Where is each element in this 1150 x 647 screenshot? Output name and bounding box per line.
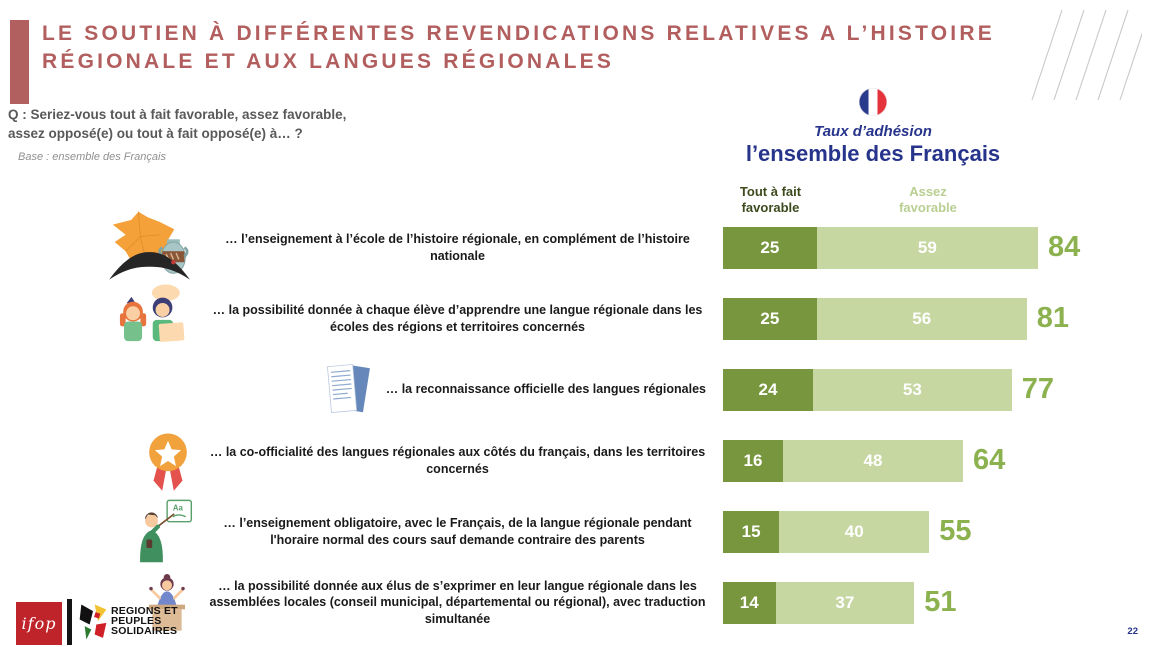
page-title xyxy=(42,20,1082,77)
bar-segment-assez: 37 xyxy=(776,582,915,624)
stacked-bar xyxy=(723,369,1054,411)
item-label: … la co-officialité des langues régionales aux côtés du français, dans les territoires concernés xyxy=(209,445,706,476)
diagonal-stripes-decoration xyxy=(1022,4,1142,104)
survey-row-co-officialite xyxy=(0,425,1150,496)
survey-question-line1: Q : Seriez-vous tout à fait favorable, assez favorable, xyxy=(8,107,347,122)
survey-question xyxy=(8,106,346,144)
bar-segment-tout-a-fait: 25 xyxy=(723,298,817,340)
survey-row-enseignement-obligatoire xyxy=(0,496,1150,567)
adhesion-title: l’ensemble des Français xyxy=(745,141,1001,166)
item-label: … la possibilité donnée aux élus de s’exprimer en leur langue régionale dans les assemblées locales (conseil municipal, départemental ou régional), avec traduction simultanée xyxy=(209,578,706,626)
total-value: 77 xyxy=(1021,373,1055,405)
bar-segment-assez: 53 xyxy=(813,369,1012,411)
survey-row-histoire-regionale xyxy=(0,212,1150,283)
stacked-bar xyxy=(723,582,957,624)
survey-base-note: Base : ensemble des Français xyxy=(18,151,166,163)
bar-segment-tout-a-fait: 15 xyxy=(723,511,779,553)
teacher-board-icon xyxy=(133,498,197,566)
france-map-bicorne-icon xyxy=(102,209,197,287)
survey-row-apprendre-langue xyxy=(0,283,1150,354)
rps-emblem-icon xyxy=(78,600,108,644)
legend-assez-favorable: Assez favorable xyxy=(899,184,957,216)
title-accent-bar xyxy=(10,20,29,104)
regions-et-peuples-solidaires-logo xyxy=(78,600,178,644)
stacked-bar xyxy=(723,298,1069,340)
total-value: 51 xyxy=(924,586,957,618)
bar-segment-tout-a-fait: 14 xyxy=(723,582,776,624)
survey-rows xyxy=(0,212,1150,638)
page-title-line2: RÉGIONALE ET AUX LANGUES RÉGIONALES xyxy=(42,50,615,74)
rps-logo-text: REGIONS ET PEUPLES SOLIDAIRES xyxy=(111,605,178,637)
total-value: 55 xyxy=(939,515,972,547)
total-value: 64 xyxy=(973,444,1006,476)
french-flag-icon xyxy=(859,88,887,116)
bar-segment-assez: 56 xyxy=(817,298,1027,340)
adhesion-subtitle: Taux d’adhésion xyxy=(814,123,932,140)
item-label: … la possibilité donnée à chaque élève d’apprendre une langue régionale dans les écoles des régions et territoires concernés xyxy=(212,303,703,334)
children-talking-icon xyxy=(115,282,197,356)
adhesion-header xyxy=(723,88,1023,167)
bar-segment-assez: 59 xyxy=(817,227,1038,269)
footer-divider xyxy=(67,599,72,645)
legend-tout-a-fait-favorable: Tout à fait favorable xyxy=(739,184,802,216)
bar-segment-tout-a-fait: 25 xyxy=(723,227,817,269)
page-number: 22 xyxy=(1127,626,1138,637)
bar-segment-assez: 40 xyxy=(779,511,929,553)
stacked-bar xyxy=(723,511,972,553)
stacked-bar xyxy=(723,440,1005,482)
page-title-line1: LE SOUTIEN À DIFFÉRENTES REVENDICATIONS RELATIVES A L’HISTOIRE xyxy=(42,22,995,45)
survey-row-reconnaissance-officielle xyxy=(0,354,1150,425)
bar-segment-tout-a-fait: 16 xyxy=(723,440,783,482)
survey-question-line2: assez opposé(e) ou tout à fait opposé(e) à… ? xyxy=(8,125,303,141)
bar-segment-assez: 48 xyxy=(783,440,963,482)
official-document-icon xyxy=(322,360,374,420)
item-label: … l’enseignement à l’école de l’histoire régionale, en complément de l’histoire nationale xyxy=(225,232,690,263)
stacked-bar xyxy=(723,227,1080,269)
item-label: … l’enseignement obligatoire, avec le Français, de la langue régionale pendant l'horaire normal des cours sauf demande contraire des parents xyxy=(223,516,692,547)
item-label: … la reconnaissance officielle des langues régionales xyxy=(385,382,706,397)
bar-segment-tout-a-fait: 24 xyxy=(723,369,813,411)
svg-text:Aa: Aa xyxy=(172,502,183,512)
rosette-medal-icon xyxy=(139,428,197,494)
total-value: 81 xyxy=(1036,302,1070,334)
ifop-logo: ifop xyxy=(16,602,62,645)
total-value: 84 xyxy=(1048,231,1081,263)
